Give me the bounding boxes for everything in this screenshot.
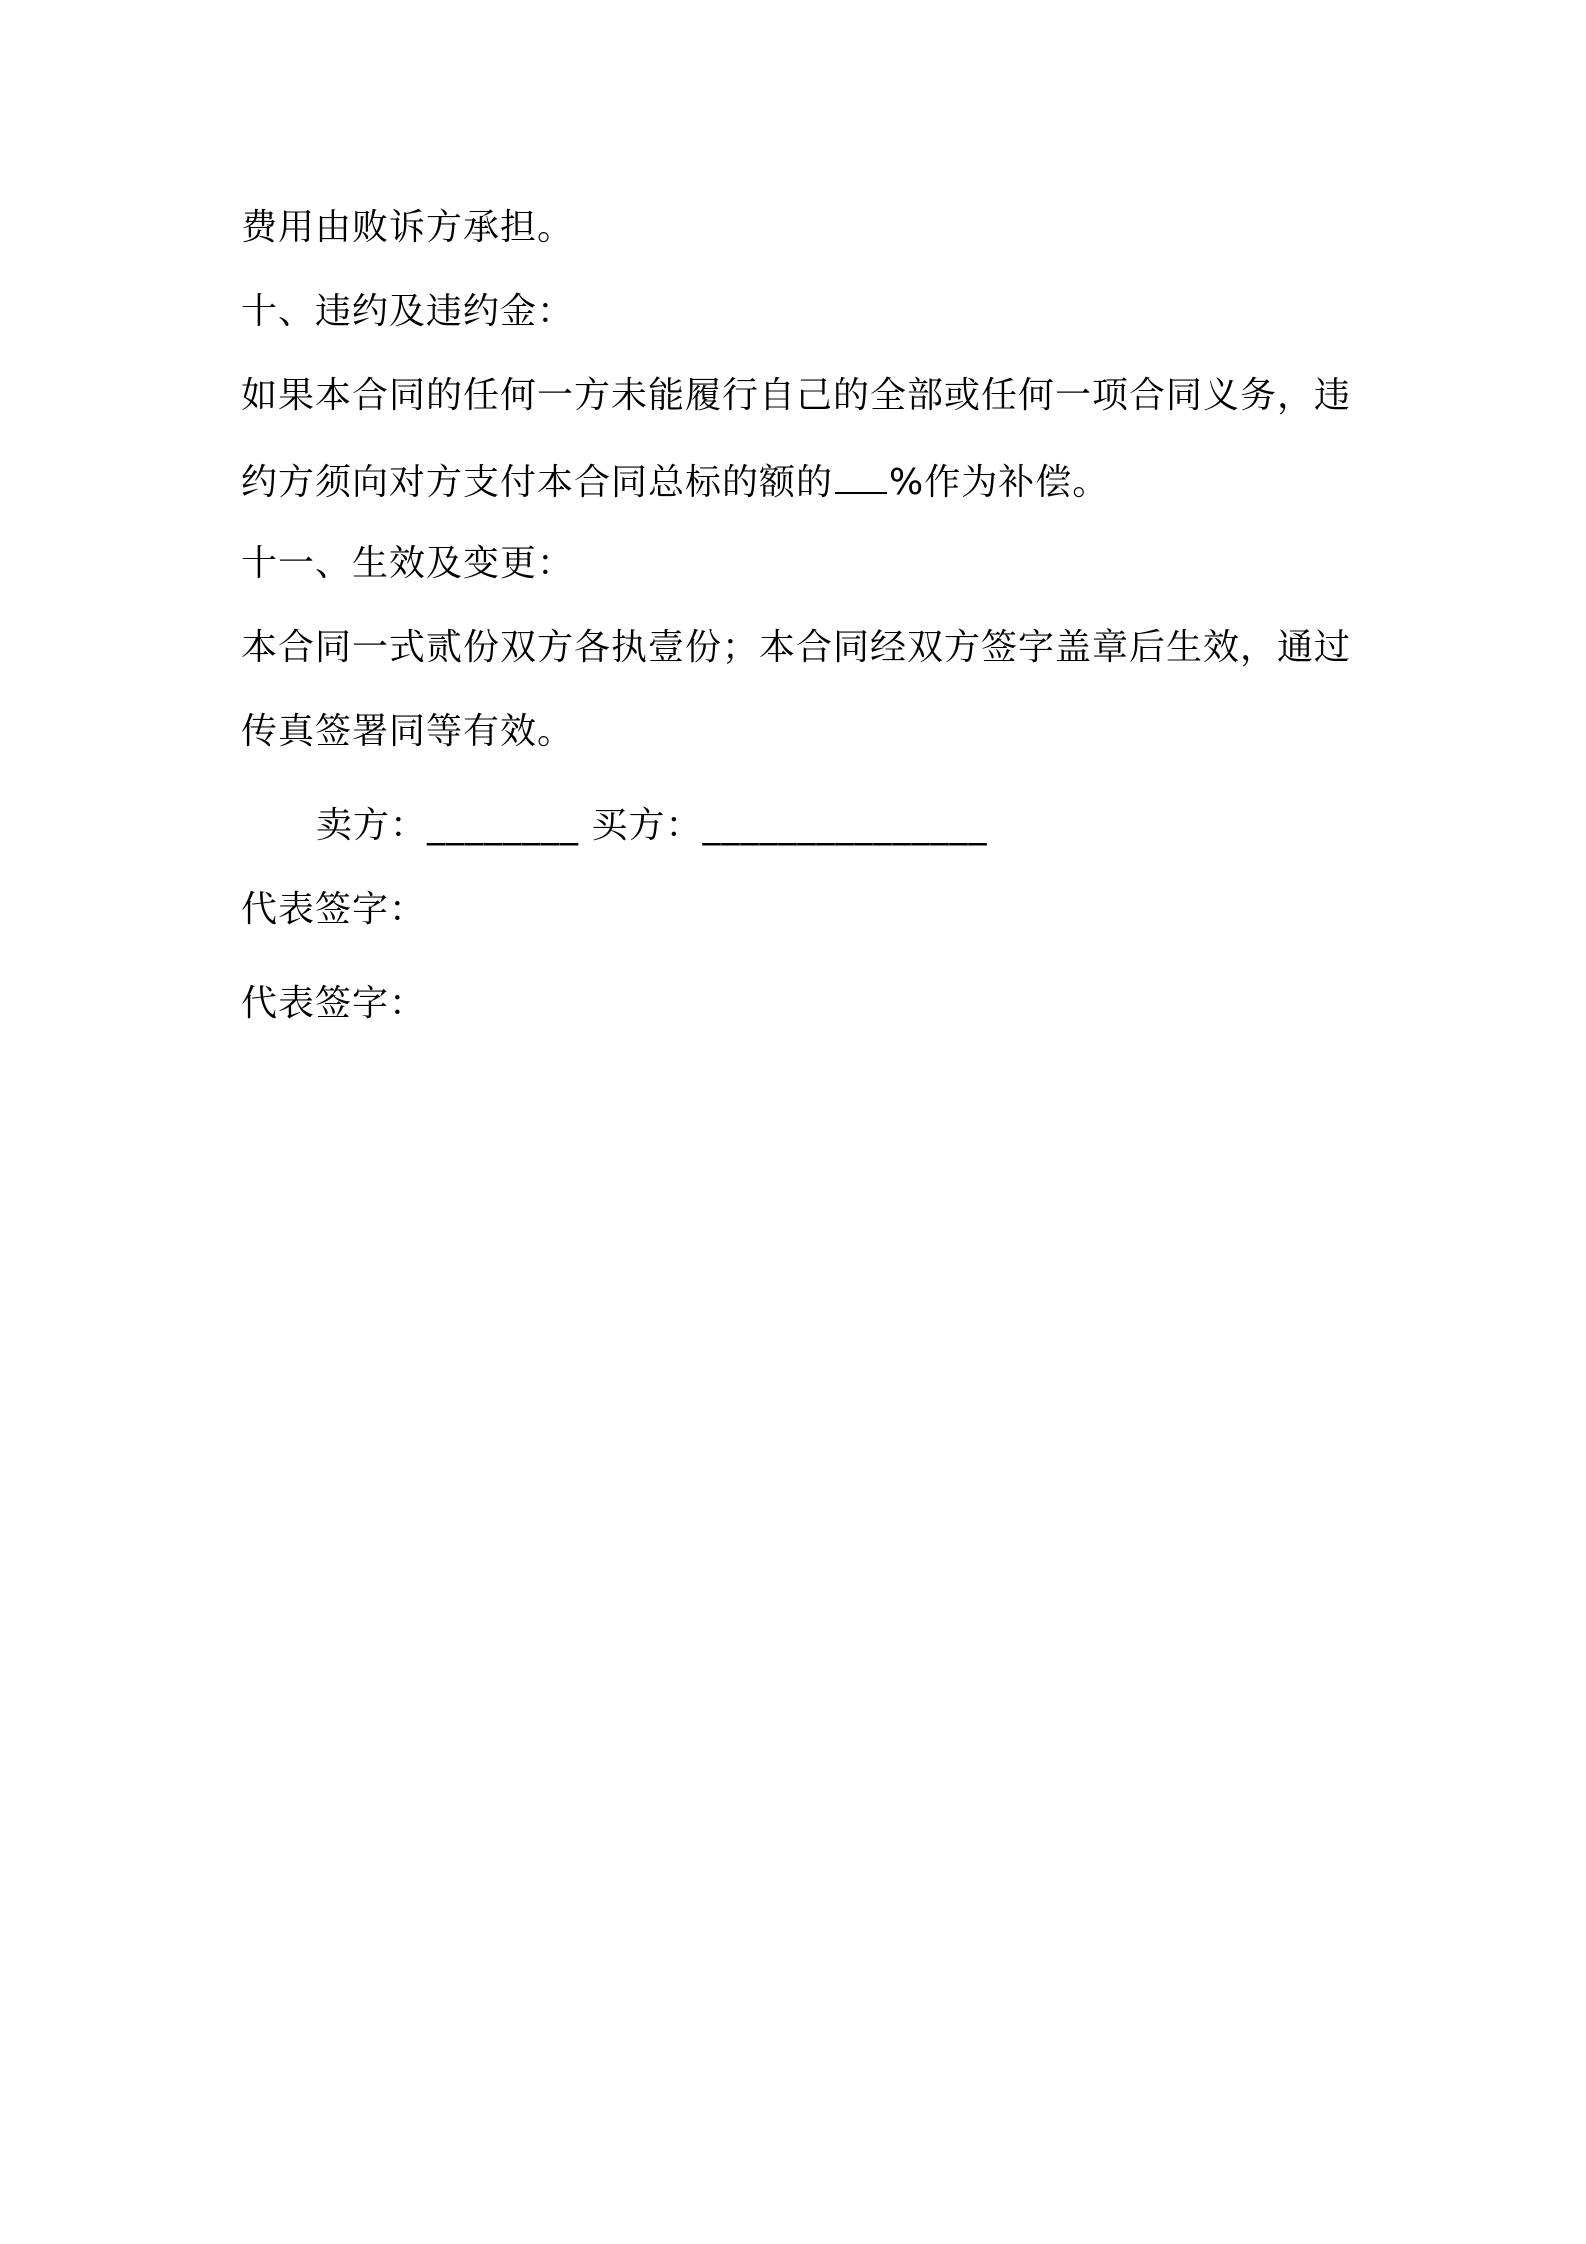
section-11-text-line2: 传真签署同等有效。 xyxy=(241,711,575,752)
section-11-text-line1: 本合同一式贰份双方各执壹份；本合同经双方签字盖章后生效，通过 xyxy=(241,627,1352,668)
paragraph-fees: 费用由败诉方承担。 xyxy=(241,207,575,248)
section-10-heading: 十、违约及违约金： xyxy=(241,291,575,332)
parties-line: 卖方：________ 买方：_______________ xyxy=(316,805,988,846)
percentage-blank xyxy=(835,458,887,494)
section-11-heading: 十一、生效及变更： xyxy=(241,543,575,584)
representative-signature-2: 代表签字： xyxy=(241,983,427,1024)
section-10-text-line2 xyxy=(241,458,1109,505)
representative-signature-1: 代表签字： xyxy=(241,889,427,930)
section-10-text-line2-post: %作为补偿。 xyxy=(889,462,1110,503)
section-10-text-line2-pre: 约方须向对方支付本合同总标的额的 xyxy=(241,462,834,503)
section-10-text-line1: 如果本合同的任何一方未能履行自己的全部或任何一项合同义务，违 xyxy=(241,375,1352,416)
